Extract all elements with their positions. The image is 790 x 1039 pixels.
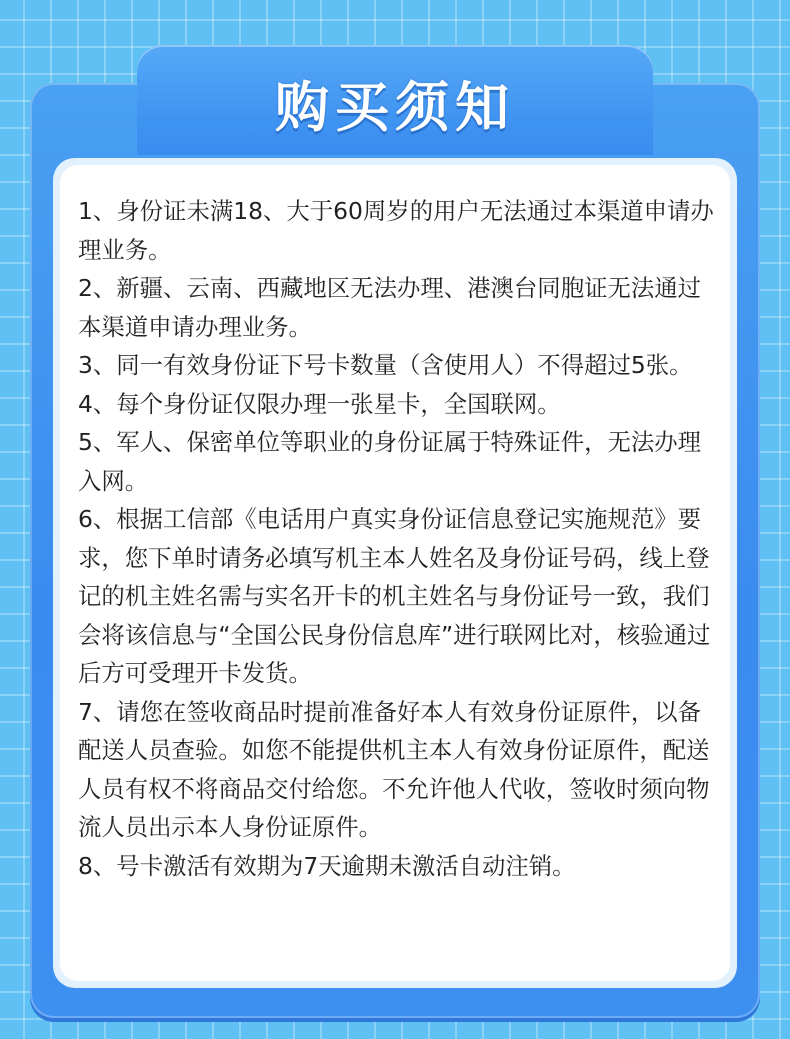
term-item-8: 8、号卡激活有效期为7天逾期未激活自动注销。 [78, 851, 576, 880]
term-item-3: 3、同一有效身份证下号卡数量（含使用人）不得超过5张。 [78, 351, 693, 379]
term-item-5: 5、军人、保密单位等职业的身份证属于特殊证件，无法办理入网。 [78, 428, 702, 495]
terms-list [78, 192, 718, 885]
title-tab [137, 45, 653, 155]
term-item-1: 1、身份证未满18、大于60周岁的用户无法通过本渠道申请办理业务。 [78, 197, 714, 264]
term-item-2: 2、新疆、云南、西藏地区无法办理、港澳台同胞证无法通过本渠道申请办理业务。 [78, 274, 702, 341]
page-title: 购买须知 [275, 75, 515, 139]
term-item-4: 4、每个身份证仅限办理一张星卡，全国联网。 [78, 389, 561, 418]
term-item-6: 6、根据工信部《电话用户真实身份证信息登记实施规范》要求，您下单时请务必填写机主本人姓名及身份证号码，线上登记的机主姓名需与实名开卡的机主姓名与身份证号一致，我们会将该信息与“全国公民身份信息库”进行联网比对，核验通过后方可受理开卡发货。 [78, 505, 711, 687]
term-item-7: 7、请您在签收商品时提前准备好本人有效身份证原件，以备配送人员查验。如您不能提供机主本人有效身份证原件，配送人员有权不将商品交付给您。不允许他人代收，签收时须向物流人员出示本人身份证原件。 [78, 697, 710, 841]
